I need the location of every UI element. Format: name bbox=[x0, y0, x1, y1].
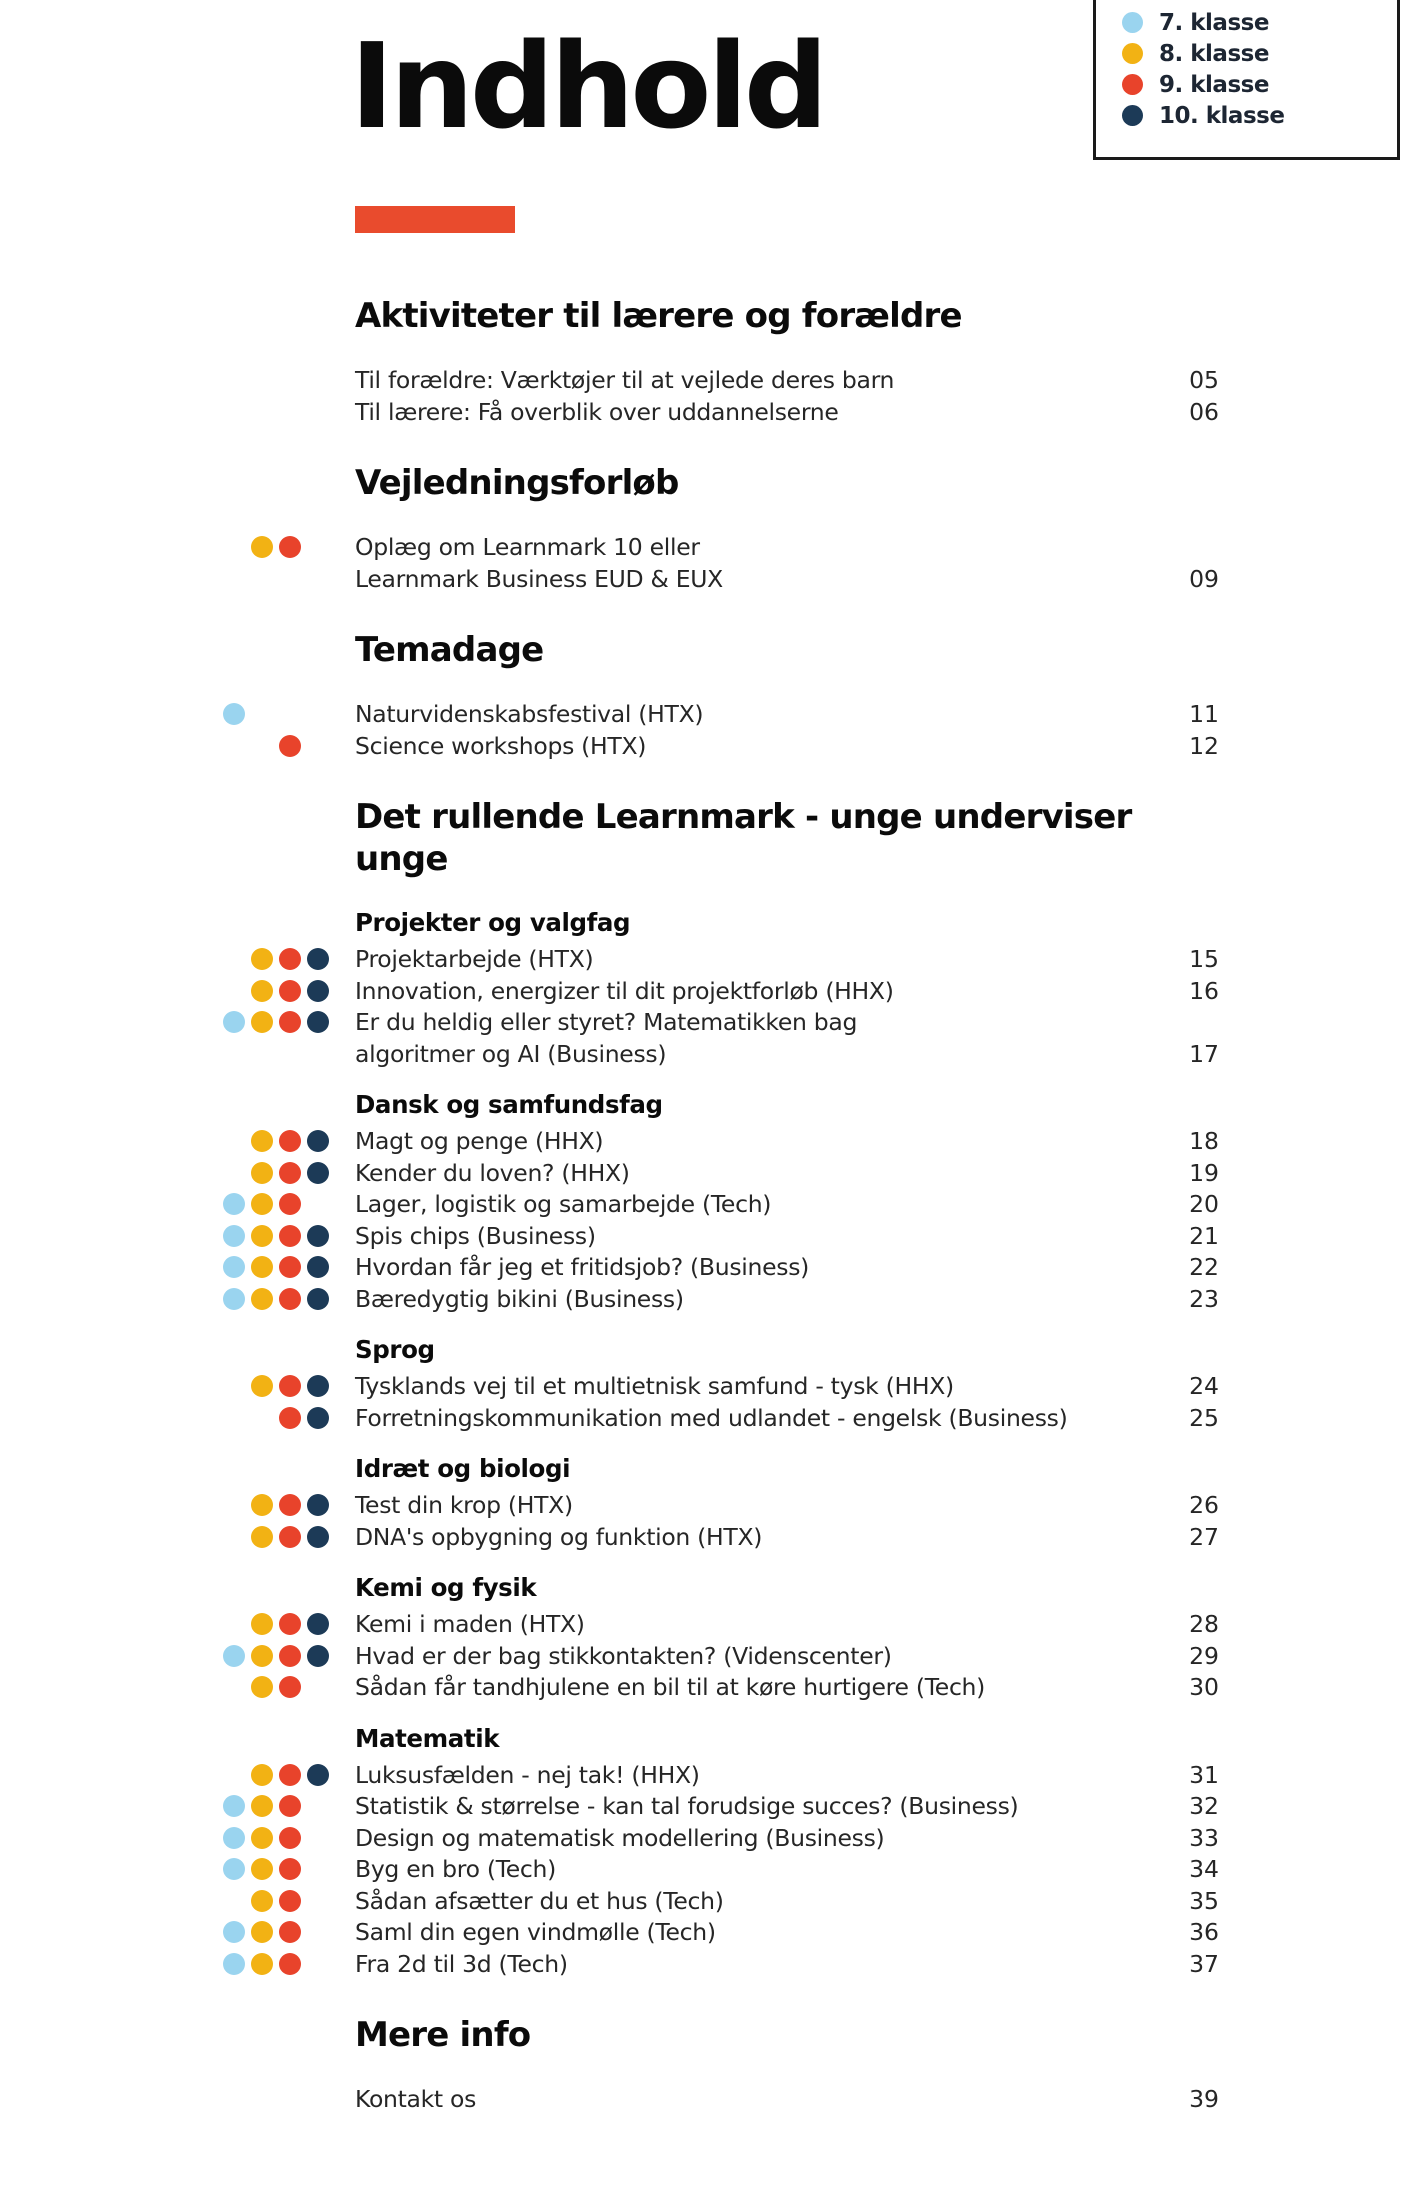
entry-title bbox=[355, 1189, 1155, 1221]
entry-title bbox=[355, 1823, 1155, 1855]
entry-title bbox=[355, 397, 1155, 429]
klasse-9-dot bbox=[279, 1921, 301, 1943]
entry-title bbox=[355, 1221, 1155, 1253]
entry-page-number: 30 bbox=[1189, 1673, 1219, 1701]
klasse-10-dot bbox=[1122, 105, 1143, 126]
klasse-9-dot bbox=[279, 1526, 301, 1548]
entry-page-number: 23 bbox=[1189, 1284, 1219, 1313]
dot-slot-empty bbox=[223, 980, 245, 1002]
legend-label: 8. klasse bbox=[1159, 40, 1269, 67]
klasse-8-dot bbox=[251, 1225, 273, 1247]
klasse-7-dot bbox=[223, 1645, 245, 1667]
entry-page-number: 39 bbox=[1189, 2085, 1219, 2113]
klasse-dots bbox=[223, 1403, 355, 1429]
klasse-9-dot bbox=[279, 1256, 301, 1278]
klasse-10-dot bbox=[307, 980, 329, 1002]
klasse-dots bbox=[223, 1886, 355, 1912]
klasse-8-dot bbox=[251, 1162, 273, 1184]
toc-entry[interactable] bbox=[223, 699, 1219, 731]
toc-entry[interactable] bbox=[223, 1252, 1219, 1284]
entry-line: Innovation, energizer til dit projektforløb (HHX) bbox=[355, 976, 894, 1005]
klasse-10-dot bbox=[307, 1225, 329, 1247]
klasse-dots bbox=[223, 1371, 355, 1397]
klasse-9-dot bbox=[279, 536, 301, 558]
klasse-8-dot bbox=[251, 536, 273, 558]
toc-entry[interactable] bbox=[223, 1854, 1219, 1886]
page-title: Indhold bbox=[350, 17, 825, 155]
klasse-10-dot bbox=[307, 1407, 329, 1429]
entry-title bbox=[355, 944, 1155, 976]
toc-entry[interactable] bbox=[223, 1126, 1219, 1158]
toc-entry[interactable] bbox=[223, 1490, 1219, 1522]
entry-line: Hvordan får jeg et fritidsjob? (Business) bbox=[355, 1253, 810, 1281]
klasse-10-dot bbox=[307, 1494, 329, 1516]
klasse-7-dot bbox=[223, 1288, 245, 1310]
klasse-9-dot bbox=[279, 1130, 301, 1152]
entry-page-number: 20 bbox=[1189, 1190, 1219, 1218]
entry-title bbox=[355, 1791, 1155, 1823]
klasse-10-dot bbox=[307, 1011, 329, 1033]
entry-line: Byg en bro (Tech) bbox=[355, 1855, 557, 1883]
toc-entry[interactable] bbox=[223, 1609, 1219, 1641]
entry-page-number: 26 bbox=[1189, 1491, 1219, 1519]
klasse-10-dot bbox=[307, 1256, 329, 1278]
dot-slot-empty bbox=[307, 1795, 329, 1817]
entry-page-number: 25 bbox=[1189, 1403, 1219, 1432]
klasse-dots bbox=[223, 731, 355, 757]
toc-entry[interactable] bbox=[223, 1917, 1219, 1949]
entry-title bbox=[355, 1490, 1155, 1522]
dot-slot-empty bbox=[223, 948, 245, 970]
klasse-8-dot bbox=[251, 1764, 273, 1786]
klasse-dots bbox=[223, 1609, 355, 1635]
dot-slot-empty bbox=[279, 369, 301, 391]
klasse-dots bbox=[223, 1854, 355, 1880]
dot-slot-empty bbox=[251, 401, 273, 423]
klasse-9-dot bbox=[279, 1011, 301, 1033]
dot-slot-empty bbox=[307, 1676, 329, 1698]
klasse-dots bbox=[223, 1189, 355, 1215]
entry-line: Science workshops (HTX) bbox=[355, 731, 647, 760]
entry-page-number: 22 bbox=[1189, 1253, 1219, 1281]
section-heading: Kemi og fysik bbox=[355, 1573, 537, 1602]
klasse-9-dot bbox=[279, 1193, 301, 1215]
toc-entry[interactable] bbox=[223, 1403, 1219, 1435]
entry-line: algoritmer og AI (Business) bbox=[355, 1039, 667, 1068]
klasse-9-dot bbox=[279, 1795, 301, 1817]
klasse-dots bbox=[223, 1917, 355, 1943]
klasse-10-dot bbox=[307, 948, 329, 970]
klasse-8-dot bbox=[1122, 43, 1143, 64]
entry-line: Fra 2d til 3d (Tech) bbox=[355, 1949, 568, 1978]
klasse-dots bbox=[223, 699, 355, 725]
klasse-9-dot bbox=[279, 1858, 301, 1880]
entry-page-number: 35 bbox=[1189, 1886, 1219, 1915]
toc-entry[interactable] bbox=[223, 1791, 1219, 1823]
dot-slot-empty bbox=[279, 703, 301, 725]
toc-entry[interactable] bbox=[223, 731, 1219, 763]
dot-slot-empty bbox=[279, 2088, 301, 2110]
klasse-8-dot bbox=[251, 1890, 273, 1912]
entry-title bbox=[355, 1158, 1155, 1190]
dot-slot-empty bbox=[307, 401, 329, 423]
klasse-dots bbox=[223, 1221, 355, 1247]
dot-slot-empty bbox=[223, 1130, 245, 1152]
klasse-9-dot bbox=[279, 1225, 301, 1247]
entry-page-number: 36 bbox=[1189, 1918, 1219, 1946]
toc-entry[interactable] bbox=[223, 1371, 1219, 1403]
entry-line: Oplæg om Learnmark 10 eller bbox=[355, 533, 700, 561]
section-heading: Mere info bbox=[355, 2015, 531, 2055]
entry-page-number: 34 bbox=[1189, 1855, 1219, 1883]
entry-page-number: 15 bbox=[1189, 945, 1219, 973]
entry-line: Learnmark Business EUD & EUX bbox=[355, 564, 723, 593]
dot-slot-empty bbox=[307, 1953, 329, 1975]
klasse-8-dot bbox=[251, 948, 273, 970]
entry-title bbox=[355, 1949, 1155, 1981]
klasse-9-dot bbox=[279, 1827, 301, 1849]
entry-line: Projektarbejde (HTX) bbox=[355, 945, 594, 973]
klasse-9-dot bbox=[279, 735, 301, 757]
klasse-dots bbox=[223, 976, 355, 1002]
klasse-8-dot bbox=[251, 1375, 273, 1397]
klasse-9-dot bbox=[279, 1953, 301, 1975]
klasse-9-dot bbox=[279, 1162, 301, 1184]
dot-slot-empty bbox=[307, 1858, 329, 1880]
toc-entry[interactable] bbox=[223, 1522, 1219, 1554]
entry-title bbox=[355, 2084, 1155, 2116]
klasse-9-dot bbox=[279, 948, 301, 970]
toc-entry[interactable] bbox=[223, 532, 1219, 595]
accent-bar bbox=[355, 206, 515, 233]
klasse-8-dot bbox=[251, 1130, 273, 1152]
entry-line: Test din krop (HTX) bbox=[355, 1491, 573, 1519]
klasse-dots bbox=[223, 1284, 355, 1310]
klasse-9-dot bbox=[279, 1764, 301, 1786]
entry-line: Til forældre: Værktøjer til at vejlede deres barn bbox=[355, 366, 895, 394]
klasse-9-dot bbox=[279, 1375, 301, 1397]
dot-slot-empty bbox=[223, 1676, 245, 1698]
klasse-9-dot bbox=[279, 1494, 301, 1516]
entry-title bbox=[355, 1917, 1155, 1949]
klasse-dots bbox=[223, 1490, 355, 1516]
entry-title bbox=[355, 1886, 1155, 1918]
dot-slot-empty bbox=[251, 735, 273, 757]
dot-slot-empty bbox=[223, 1407, 245, 1429]
dot-slot-empty bbox=[307, 369, 329, 391]
entry-line: Naturvidenskabsfestival (HTX) bbox=[355, 700, 704, 728]
dot-slot-empty bbox=[223, 1613, 245, 1635]
entry-line: Tysklands vej til et multietnisk samfund - tysk (HHX) bbox=[355, 1372, 954, 1400]
klasse-8-dot bbox=[251, 1795, 273, 1817]
dot-slot-empty bbox=[223, 1890, 245, 1912]
entry-line: Bæredygtig bikini (Business) bbox=[355, 1284, 684, 1313]
klasse-9-dot bbox=[279, 1645, 301, 1667]
entry-title bbox=[355, 1403, 1155, 1435]
legend-item-7-klasse bbox=[1122, 7, 1387, 38]
klasse-dots bbox=[223, 1949, 355, 1975]
entry-page-number: 17 bbox=[1189, 1039, 1219, 1068]
entry-page-number: 31 bbox=[1189, 1760, 1219, 1789]
entry-line: Forretningskommunikation med udlandet - engelsk (Business) bbox=[355, 1403, 1068, 1432]
entry-page-number: 19 bbox=[1189, 1158, 1219, 1187]
entry-title bbox=[355, 1007, 1155, 1070]
entry-line: Sådan afsætter du et hus (Tech) bbox=[355, 1886, 724, 1915]
legend-label: 7. klasse bbox=[1159, 9, 1269, 36]
legend-item-9-klasse bbox=[1122, 69, 1387, 100]
klasse-10-dot bbox=[307, 1375, 329, 1397]
toc-entry[interactable] bbox=[223, 1284, 1219, 1316]
klasse-7-dot bbox=[223, 703, 245, 725]
section-heading: Sprog bbox=[355, 1335, 435, 1364]
dot-slot-empty bbox=[223, 1494, 245, 1516]
dot-slot-empty bbox=[251, 369, 273, 391]
toc-content bbox=[223, 295, 1219, 2116]
klasse-8-dot bbox=[251, 1921, 273, 1943]
klasse-dots bbox=[223, 1672, 355, 1698]
entry-title bbox=[355, 365, 1155, 397]
klasse-7-dot bbox=[223, 1953, 245, 1975]
entry-page-number: 18 bbox=[1189, 1127, 1219, 1155]
klasse-8-dot bbox=[251, 980, 273, 1002]
entry-line: Sådan får tandhjulene en bil til at køre hurtigere (Tech) bbox=[355, 1673, 986, 1701]
section-heading: Det rullende Learnmark - unge underviser unge bbox=[355, 797, 1132, 879]
entry-title bbox=[355, 699, 1155, 731]
entry-page-number: 24 bbox=[1189, 1372, 1219, 1400]
entry-line: Design og matematisk modellering (Business) bbox=[355, 1823, 885, 1852]
dot-slot-empty bbox=[251, 2088, 273, 2110]
klasse-dots bbox=[223, 1791, 355, 1817]
klasse-7-dot bbox=[223, 1858, 245, 1880]
legend-label: 10. klasse bbox=[1159, 102, 1285, 129]
klasse-dots bbox=[223, 1522, 355, 1548]
klasse-9-dot bbox=[279, 1288, 301, 1310]
toc-entry[interactable] bbox=[223, 1823, 1219, 1855]
entry-line: Kemi i maden (HTX) bbox=[355, 1610, 585, 1638]
entry-line: Kontakt os bbox=[355, 2085, 477, 2113]
entry-title bbox=[355, 976, 1155, 1008]
toc-entry[interactable] bbox=[223, 1221, 1219, 1253]
klasse-10-dot bbox=[307, 1162, 329, 1184]
section-heading: Dansk og samfundsfag bbox=[355, 1090, 663, 1119]
klasse-8-dot bbox=[251, 1526, 273, 1548]
legend-label: 9. klasse bbox=[1159, 71, 1269, 98]
dot-slot-empty bbox=[223, 1526, 245, 1548]
dot-slot-empty bbox=[307, 536, 329, 558]
klasse-10-dot bbox=[307, 1526, 329, 1548]
toc-entry[interactable] bbox=[223, 2084, 1219, 2116]
klasse-8-dot bbox=[251, 1011, 273, 1033]
toc-entry[interactable] bbox=[223, 1189, 1219, 1221]
toc-entry[interactable] bbox=[223, 976, 1219, 1008]
entry-page-number: 21 bbox=[1189, 1221, 1219, 1250]
klasse-8-dot bbox=[251, 1827, 273, 1849]
legend bbox=[1093, 0, 1400, 160]
klasse-8-dot bbox=[251, 1645, 273, 1667]
entry-title bbox=[355, 1641, 1155, 1673]
dot-slot-empty bbox=[307, 703, 329, 725]
toc-entry[interactable] bbox=[223, 397, 1219, 429]
entry-title bbox=[355, 1252, 1155, 1284]
klasse-9-dot bbox=[279, 1407, 301, 1429]
dot-slot-empty bbox=[223, 2088, 245, 2110]
klasse-7-dot bbox=[1122, 12, 1143, 33]
toc-entry[interactable] bbox=[223, 1672, 1219, 1704]
entry-page-number: 06 bbox=[1189, 397, 1219, 426]
section-heading: Matematik bbox=[355, 1723, 500, 1753]
entry-line: Magt og penge (HHX) bbox=[355, 1127, 604, 1155]
entry-line: Luksusfælden - nej tak! (HHX) bbox=[355, 1760, 700, 1789]
section-heading: Projekter og valgfag bbox=[355, 908, 631, 937]
dot-slot-empty bbox=[251, 1407, 273, 1429]
klasse-dots bbox=[223, 1158, 355, 1184]
entry-line: Er du heldig eller styret? Matematikken bag bbox=[355, 1008, 858, 1036]
klasse-dots bbox=[223, 1641, 355, 1667]
dot-slot-empty bbox=[223, 401, 245, 423]
dot-slot-empty bbox=[223, 735, 245, 757]
klasse-7-dot bbox=[223, 1795, 245, 1817]
section-heading: Aktiviteter til lærere og forældre bbox=[355, 296, 962, 336]
klasse-dots bbox=[223, 1760, 355, 1786]
klasse-8-dot bbox=[251, 1193, 273, 1215]
entry-line: Til lærere: Få overblik over uddannelserne bbox=[355, 397, 839, 426]
klasse-dots bbox=[223, 365, 355, 391]
klasse-7-dot bbox=[223, 1225, 245, 1247]
legend-item-10-klasse bbox=[1122, 100, 1387, 131]
klasse-7-dot bbox=[223, 1193, 245, 1215]
klasse-8-dot bbox=[251, 1953, 273, 1975]
entry-title bbox=[355, 1854, 1155, 1886]
klasse-8-dot bbox=[251, 1288, 273, 1310]
entry-page-number: 29 bbox=[1189, 1641, 1219, 1670]
toc-entry[interactable] bbox=[223, 1007, 1219, 1070]
toc-entry[interactable] bbox=[223, 1949, 1219, 1981]
dot-slot-empty bbox=[223, 1764, 245, 1786]
klasse-dots bbox=[223, 532, 355, 558]
klasse-9-dot bbox=[279, 980, 301, 1002]
klasse-7-dot bbox=[223, 1827, 245, 1849]
dot-slot-empty bbox=[279, 401, 301, 423]
entry-line: Kender du loven? (HHX) bbox=[355, 1158, 630, 1187]
dot-slot-empty bbox=[307, 1193, 329, 1215]
klasse-8-dot bbox=[251, 1494, 273, 1516]
dot-slot-empty bbox=[223, 1162, 245, 1184]
klasse-dots bbox=[223, 397, 355, 423]
dot-slot-empty bbox=[307, 1921, 329, 1943]
dot-slot-empty bbox=[307, 2088, 329, 2110]
dot-slot-empty bbox=[223, 1375, 245, 1397]
entry-title bbox=[355, 731, 1155, 763]
klasse-8-dot bbox=[251, 1676, 273, 1698]
klasse-9-dot bbox=[279, 1890, 301, 1912]
toc-entry[interactable] bbox=[223, 365, 1219, 397]
entry-page-number: 33 bbox=[1189, 1823, 1219, 1852]
dot-slot-empty bbox=[251, 703, 273, 725]
toc-entry[interactable] bbox=[223, 1886, 1219, 1918]
toc-entry[interactable] bbox=[223, 1760, 1219, 1792]
entry-page-number: 32 bbox=[1189, 1792, 1219, 1820]
klasse-dots bbox=[223, 1126, 355, 1152]
dot-slot-empty bbox=[307, 1890, 329, 1912]
section-heading: Vejledningsforløb bbox=[355, 463, 679, 503]
klasse-10-dot bbox=[307, 1130, 329, 1152]
entry-page-number: 12 bbox=[1189, 731, 1219, 760]
klasse-dots bbox=[223, 1007, 355, 1033]
section-heading: Idræt og biologi bbox=[355, 1454, 571, 1483]
klasse-9-dot bbox=[1122, 74, 1143, 95]
klasse-dots bbox=[223, 1252, 355, 1278]
entry-line: Spis chips (Business) bbox=[355, 1221, 596, 1250]
klasse-8-dot bbox=[251, 1613, 273, 1635]
klasse-7-dot bbox=[223, 1011, 245, 1033]
toc-entry[interactable] bbox=[223, 944, 1219, 976]
klasse-7-dot bbox=[223, 1256, 245, 1278]
dot-slot-empty bbox=[223, 536, 245, 558]
klasse-10-dot bbox=[307, 1764, 329, 1786]
entry-title bbox=[355, 1672, 1155, 1704]
legend-item-8-klasse bbox=[1122, 38, 1387, 69]
klasse-9-dot bbox=[279, 1613, 301, 1635]
entry-title bbox=[355, 532, 1155, 595]
klasse-dots bbox=[223, 1823, 355, 1849]
entry-line: Saml din egen vindmølle (Tech) bbox=[355, 1918, 716, 1946]
entry-title bbox=[355, 1284, 1155, 1316]
entry-line: Lager, logistik og samarbejde (Tech) bbox=[355, 1190, 772, 1218]
dot-slot-empty bbox=[307, 1827, 329, 1849]
klasse-10-dot bbox=[307, 1288, 329, 1310]
entry-title bbox=[355, 1760, 1155, 1792]
klasse-10-dot bbox=[307, 1645, 329, 1667]
entry-line: Hvad er der bag stikkontakten? (Videnscenter) bbox=[355, 1641, 892, 1670]
entry-page-number: 11 bbox=[1189, 700, 1219, 728]
entry-title bbox=[355, 1609, 1155, 1641]
klasse-8-dot bbox=[251, 1256, 273, 1278]
dot-slot-empty bbox=[223, 369, 245, 391]
entry-page-number: 28 bbox=[1189, 1610, 1219, 1638]
toc-entry[interactable] bbox=[223, 1641, 1219, 1673]
entry-line: DNA's opbygning og funktion (HTX) bbox=[355, 1522, 763, 1551]
klasse-7-dot bbox=[223, 1921, 245, 1943]
klasse-10-dot bbox=[307, 1613, 329, 1635]
entry-page-number: 16 bbox=[1189, 976, 1219, 1005]
entry-title bbox=[355, 1126, 1155, 1158]
entry-page-number: 27 bbox=[1189, 1522, 1219, 1551]
klasse-dots bbox=[223, 944, 355, 970]
entry-title bbox=[355, 1371, 1155, 1403]
entry-page-number: 05 bbox=[1189, 366, 1219, 394]
entry-title bbox=[355, 1522, 1155, 1554]
entry-page-number: 37 bbox=[1189, 1949, 1219, 1978]
klasse-8-dot bbox=[251, 1858, 273, 1880]
toc-entry[interactable] bbox=[223, 1158, 1219, 1190]
entry-page-number: 09 bbox=[1189, 564, 1219, 593]
klasse-9-dot bbox=[279, 1676, 301, 1698]
entry-line: Statistik & størrelse - kan tal forudsige succes? (Business) bbox=[355, 1792, 1019, 1820]
klasse-dots bbox=[223, 2084, 355, 2110]
section-heading: Temadage bbox=[355, 630, 544, 670]
dot-slot-empty bbox=[307, 735, 329, 757]
